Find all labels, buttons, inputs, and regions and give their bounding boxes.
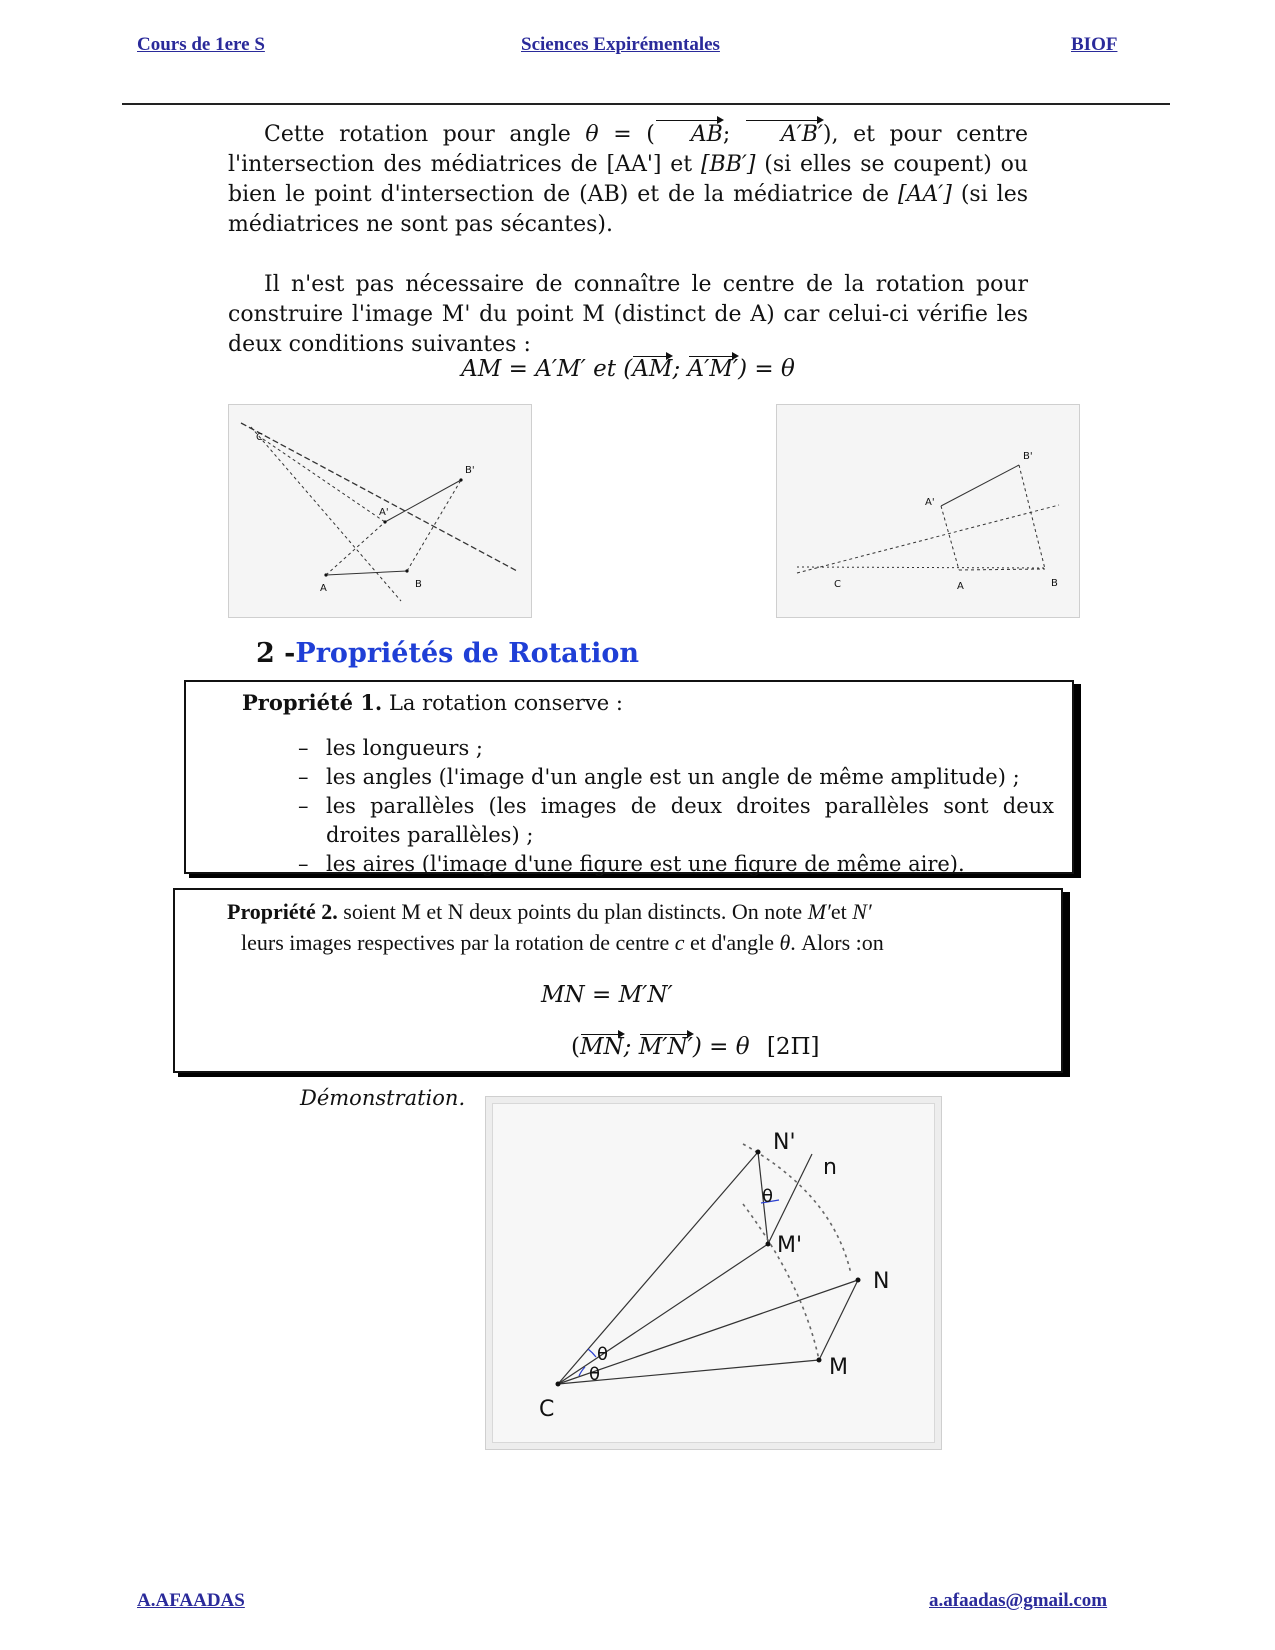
label-n-line: n	[823, 1155, 837, 1180]
label-theta-1: θ	[597, 1344, 609, 1365]
para1-text-a: Cette rotation pour angle	[264, 122, 571, 147]
label-m: M	[829, 1355, 848, 1380]
equation-mn: MN = M′N′	[541, 982, 673, 1008]
arc-m	[743, 1204, 819, 1360]
point-n	[856, 1278, 861, 1283]
eq2-modulo: [2Π]	[766, 1034, 820, 1060]
property2-text-b: leurs images respectives par la rotation de centre	[241, 930, 670, 955]
paragraph-rotation-definition	[228, 120, 1028, 240]
point-mp	[766, 1242, 771, 1247]
label-theta-top: θ	[762, 1186, 774, 1207]
property1-list	[294, 734, 1054, 879]
list-item: – les aires (l'image d'une figure est une figure de même aire).	[294, 850, 1054, 879]
list-item: – les longueurs ;	[294, 734, 1054, 763]
segment-ab	[326, 571, 407, 575]
demonstration-label: Démonstration.	[300, 1086, 466, 1110]
label-b: B	[415, 579, 422, 590]
para1-eq: = (	[613, 122, 655, 147]
segment-apbp	[941, 465, 1019, 506]
header-subject[interactable]: Sciences Expirémentales	[521, 34, 720, 55]
label-c: C	[834, 579, 841, 590]
theta-symbol: θ	[585, 122, 599, 147]
point-ap	[383, 520, 386, 523]
equation-am	[228, 356, 1028, 382]
list-item: – les angles (l'image d'un angle est un angle de même amplitude) ;	[294, 763, 1054, 792]
label-a: A	[957, 581, 964, 592]
vector-am: AM	[632, 356, 673, 382]
property1-title: Propriété 1.	[242, 690, 383, 715]
property1-intro: La rotation conserve :	[388, 691, 623, 715]
property2-text-a: soient M et N deux points du plan distincts. On note	[343, 899, 803, 924]
segment-aap: [AA′]	[897, 182, 952, 207]
point-b	[405, 569, 408, 572]
equation-angle	[571, 1034, 820, 1060]
section-number: 2 -	[256, 638, 296, 669]
label-b: B	[1051, 578, 1058, 589]
figure2-svg	[777, 405, 1079, 617]
eq1-semicolon: ;	[672, 356, 681, 382]
para1-text-b: ), et pour centre l'intersection des médiatrices de [AA'] et	[228, 122, 1029, 177]
property2-text-d: . Alors :on	[790, 930, 884, 955]
label-ap: A'	[925, 497, 935, 508]
segment-ab	[959, 569, 1045, 570]
vector-mpnp: M′N′	[638, 1034, 693, 1060]
point-mp: M′	[807, 899, 831, 924]
figure-rotation-center-parallel	[776, 404, 1080, 618]
angle-arc-1	[588, 1349, 596, 1357]
header-rule	[122, 103, 1170, 105]
segment-c-mp	[558, 1244, 768, 1384]
vector-apbp: A′B′	[745, 120, 823, 150]
segment-bbp: [BB′]	[700, 152, 756, 177]
label-c: C	[539, 1397, 555, 1422]
baseline-ca	[797, 567, 1047, 568]
section-title-text: Propriétés de Rotation	[295, 638, 639, 669]
eq2-semicolon: ;	[623, 1034, 632, 1060]
para1-text-c: (si elles se coupent) ou bien le point d'intersection de (AB) et de la médiatrice de	[228, 152, 1029, 207]
figure-demonstration	[485, 1096, 942, 1450]
label-bp: B'	[465, 465, 475, 476]
label-mp: M'	[777, 1233, 803, 1258]
property2-et: et	[830, 899, 847, 924]
segment-aap	[326, 522, 385, 575]
segment-bbp	[1019, 465, 1045, 569]
label-c: C	[256, 432, 263, 443]
eq2-open: (	[571, 1034, 580, 1060]
eq1-lhs: AM = A′M′ et (	[461, 356, 633, 382]
section-title	[256, 638, 639, 669]
label-bp: B'	[1023, 451, 1033, 462]
paragraph-construction	[228, 270, 1028, 360]
figure3-svg	[493, 1104, 934, 1442]
line-ab-extended	[797, 505, 1059, 573]
property1-box	[184, 680, 1074, 874]
header-course[interactable]: Cours de 1ere S	[137, 34, 265, 55]
theta-symbol: θ	[779, 930, 791, 955]
point-bp	[459, 478, 462, 481]
point-m	[817, 1358, 822, 1363]
figure3-inner	[492, 1103, 935, 1443]
label-np: N'	[773, 1130, 796, 1155]
center-c: c	[674, 930, 685, 955]
segment-apbp	[385, 480, 461, 522]
point-a	[324, 573, 327, 576]
perpendicular-bisector-line	[241, 423, 517, 571]
line-n	[768, 1154, 812, 1244]
property2-title: Propriété 2.	[227, 899, 338, 924]
label-ap: A'	[379, 507, 389, 518]
footer-email[interactable]: a.afaadas@gmail.com	[929, 1590, 1108, 1611]
vector-apmp: A′M′	[687, 356, 739, 382]
point-np: N′	[852, 899, 872, 924]
label-n: N	[873, 1269, 890, 1294]
footer-author[interactable]: A.AFAADAS	[137, 1590, 245, 1611]
property2-text-c: et d'angle	[689, 930, 774, 955]
header-option[interactable]: BIOF	[1071, 34, 1118, 55]
eq2-rhs: ) = θ	[692, 1034, 750, 1060]
property2-box	[173, 888, 1063, 1073]
eq1-rhs: ) = θ	[738, 356, 795, 382]
para2-text: Il n'est pas nécessaire de connaître le centre de la rotation pour construire l'image M' du point M (distinct de A) car celui-ci vérifie les deux conditions suivantes :	[228, 272, 1028, 357]
point-np	[756, 1150, 761, 1155]
point-c	[556, 1382, 561, 1387]
figure1-svg	[229, 405, 531, 617]
segment-ca	[263, 439, 385, 522]
list-item: – les parallèles (les images de deux droites parallèles sont deux droites parallèles) ;	[294, 792, 1054, 850]
label-a: A	[320, 583, 327, 594]
figure-rotation-center-intersection	[228, 404, 532, 618]
para1-text-d: (si les médiatrices ne sont pas sécantes).	[228, 182, 1029, 237]
segment-aap	[941, 506, 959, 570]
label-theta-2: θ	[589, 1364, 601, 1385]
vector-ab: AB	[655, 120, 723, 150]
vector-mn: MN	[579, 1034, 624, 1060]
para1-semicolon: ;	[722, 122, 731, 147]
segment-bbp	[407, 480, 461, 571]
